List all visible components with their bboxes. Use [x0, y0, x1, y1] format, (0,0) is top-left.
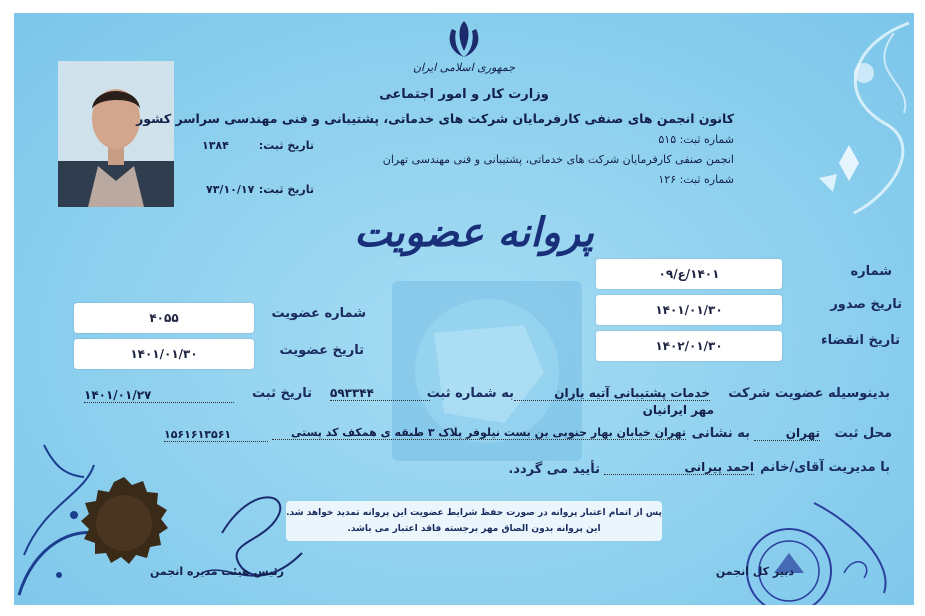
body-line1-prefix: بدینوسیله عضویت شرکت [728, 386, 890, 401]
notice-box [286, 501, 662, 541]
notice-line2: این پروانه بدون الصاق مهر برجسته فاقد اعتبار می باشد. [347, 524, 601, 534]
expiry-date-label: تاریخ انقضاء [820, 333, 900, 348]
postal-code: ۱۵۶۱۶۱۳۵۶۱ [164, 428, 268, 442]
membership-number-field: ۴۰۵۵ [74, 303, 254, 333]
decorative-floral-top-right [744, 13, 914, 243]
confirm-text: تأیید می گردد. [508, 462, 600, 477]
membership-number-label: شماره عضویت [271, 306, 366, 321]
place-value: تهران [754, 426, 820, 441]
issue-date-label: تاریخ صدور [830, 297, 902, 312]
company-name: خدمات پشتیبانی آتیه یاران [514, 386, 710, 401]
expiry-date-field: ۱۴۰۲/۰۱/۳۰ [596, 331, 782, 361]
membership-date-label: تاریخ عضویت [279, 343, 364, 358]
number-label: شماره [850, 264, 892, 279]
reg-no-label: به شماره ثبت [426, 386, 514, 401]
association-reg-date-label: تاریخ ثبت: [258, 139, 314, 152]
association-reg-date-value: ۱۳۸۴ [202, 139, 229, 152]
notice-line1: پس از اتمام اعتبار پروانه در صورت حفظ شرایط عضویت این پروانه تمدید خواهد شد. [286, 508, 662, 518]
member-photo [58, 61, 174, 207]
republic-label: جمهوری اسلامی ایران [412, 61, 516, 74]
address-label: به نشانی [691, 426, 750, 441]
sub-association-reg-number: شماره ثبت: ۱۲۶ [658, 173, 734, 186]
signature-right-label: دبیر کل انجمن [715, 565, 794, 578]
membership-date-field: ۱۴۰۱/۰۱/۳۰ [74, 339, 254, 369]
person-photo-icon [58, 61, 174, 207]
watermark-logo [374, 263, 604, 473]
signature-left-label: رئیس هیئت مدیره انجمن [150, 565, 284, 578]
iran-emblem-icon [444, 17, 484, 61]
association-reg-number: شماره ثبت: ۵۱۵ [658, 133, 734, 146]
number-field: ۱۴۰۱/ع/۰۹ [596, 259, 782, 289]
association-title: کانون انجمن های صنفی کارفرمایان شرکت های خدماتی، پشتیبانی و فنی مهندسی سراسر کشور [136, 111, 734, 126]
issue-date-field: ۱۴۰۱/۰۱/۳۰ [596, 295, 782, 325]
reg-date-label: تاریخ ثبت [252, 386, 312, 401]
reg-date-value: ۱۴۰۱/۰۱/۲۷ [84, 388, 234, 403]
certificate-title: پروانه عضویت [354, 209, 594, 256]
embossed-seal-icon [76, 475, 172, 571]
certificate-card [14, 13, 914, 605]
manager-label: با مدیریت آقای/خانم [760, 460, 890, 475]
place-label: محل ثبت [834, 426, 892, 441]
company-name-continuation: مهر ایرانیان [642, 403, 714, 417]
ministry-label: وزارت کار و امور اجتماعی [379, 87, 549, 102]
address-value: تهران خیابان بهار جنوبی بن بست نیلوفر پلاک ۳ طبقه ی همکف کد پستی [272, 426, 686, 440]
sub-association-title: انجمن صنفی کارفرمایان شرکت های خدماتی، پشتیبانی و فنی مهندسی تهران [382, 153, 734, 166]
sub-association-reg-date-value: ۷۳/۱۰/۱۷ [206, 183, 255, 196]
manager-name: احمد پیرانی [604, 460, 754, 475]
reg-no-value: ۵۹۳۳۴۴ [330, 386, 430, 401]
sub-association-reg-date-label: تاریخ ثبت: [258, 183, 314, 196]
signature-right-icon [794, 483, 904, 603]
